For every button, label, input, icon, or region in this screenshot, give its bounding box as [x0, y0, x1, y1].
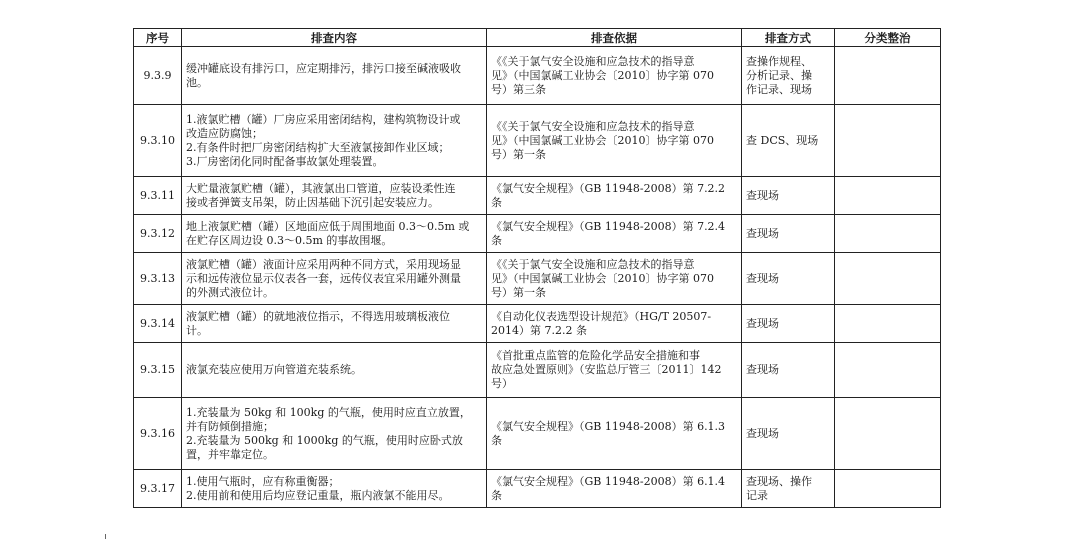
- header-rectify: 分类整治: [835, 29, 941, 47]
- header-basis: 排查依据: [487, 29, 742, 47]
- inspection-table: [133, 28, 941, 508]
- table-row: [134, 470, 941, 508]
- content-cell: 液氯充装应使用万向管道充装系统。: [182, 343, 487, 398]
- method-cell: 查现场: [742, 343, 835, 398]
- method-cell: 查现场、操作 记录: [742, 470, 835, 508]
- header-serial: 序号: [134, 29, 182, 47]
- serial-cell: 9.3.14: [134, 305, 182, 343]
- table-row: [134, 215, 941, 253]
- header-content: 排查内容: [182, 29, 487, 47]
- rectify-cell: [835, 398, 941, 470]
- method-cell: 查 DCS、现场: [742, 105, 835, 177]
- rectify-cell: [835, 105, 941, 177]
- basis-cell: 《《关于氯气安全设施和应急技术的指导意 见》（中国氯碱工业协会〔2010〕协字第 070 号）第一条: [487, 105, 742, 177]
- header-method: 排查方式: [742, 29, 835, 47]
- table-row: [134, 47, 941, 105]
- serial-cell: 9.3.9: [134, 47, 182, 105]
- method-cell: 查现场: [742, 305, 835, 343]
- basis-cell: 《氯气安全规程》（GB 11948-2008）第 6.1.4 条: [487, 470, 742, 508]
- basis-cell: 《自动化仪表选型设计规范》（HG/T 20507- 2014）第 7.2.2 条: [487, 305, 742, 343]
- serial-cell: 9.3.11: [134, 177, 182, 215]
- content-cell: 1.充装量为 50kg 和 100kg 的气瓶，使用时应直立放置， 并有防倾倒措施； 2.充装量为 500kg 和 1000kg 的气瓶，使用时应卧式放 置，并牢靠定位。: [182, 398, 487, 470]
- serial-cell: 9.3.15: [134, 343, 182, 398]
- table-row: [134, 398, 941, 470]
- rectify-cell: [835, 177, 941, 215]
- table-row: [134, 177, 941, 215]
- method-cell: 查现场: [742, 215, 835, 253]
- basis-cell: 《《关于氯气安全设施和应急技术的指导意 见》（中国氯碱工业协会〔2010〕协字第 070 号）第三条: [487, 47, 742, 105]
- serial-cell: 9.3.16: [134, 398, 182, 470]
- serial-cell: 9.3.13: [134, 253, 182, 305]
- method-cell: 查现场: [742, 398, 835, 470]
- table-row: [134, 253, 941, 305]
- content-cell: 液氯贮槽（罐）液面计应采用两种不同方式，采用现场显 示和远传液位显示仪表各一套，远传仪表宜采用罐外测量 的外测式液位计。: [182, 253, 487, 305]
- rectify-cell: [835, 305, 941, 343]
- content-cell: 地上液氯贮槽（罐）区地面应低于周围地面 0.3～0.5m 或 在贮存区周边设 0.3～0.5m 的事故围堰。: [182, 215, 487, 253]
- serial-cell: 9.3.12: [134, 215, 182, 253]
- serial-cell: 9.3.17: [134, 470, 182, 508]
- basis-cell: 《《关于氯气安全设施和应急技术的指导意 见》（中国氯碱工业协会〔2010〕协字第 070 号）第一条: [487, 253, 742, 305]
- table-row: [134, 105, 941, 177]
- header-row: [134, 29, 941, 47]
- basis-cell: 《首批重点监管的危险化学品安全措施和事 故应急处置原则》（安监总厅管三〔2011〕142 号）: [487, 343, 742, 398]
- table-row: [134, 343, 941, 398]
- method-cell: 查现场: [742, 253, 835, 305]
- content-cell: 1.液氯贮槽（罐）厂房应采用密闭结构，建构筑物设计或 改造应防腐蚀； 2.有条件时把厂房密闭结构扩大至液氯接卸作业区域； 3.厂房密闭化同时配备事故氯处理装置。: [182, 105, 487, 177]
- page-edge-mark: [105, 534, 106, 539]
- rectify-cell: [835, 470, 941, 508]
- content-cell: 缓冲罐底设有排污口，应定期排污，排污口接至碱液吸收 池。: [182, 47, 487, 105]
- rectify-cell: [835, 47, 941, 105]
- rectify-cell: [835, 215, 941, 253]
- rectify-cell: [835, 343, 941, 398]
- table-row: [134, 305, 941, 343]
- content-cell: 液氯贮槽（罐）的就地液位指示，不得选用玻璃板液位 计。: [182, 305, 487, 343]
- serial-cell: 9.3.10: [134, 105, 182, 177]
- method-cell: 查现场: [742, 177, 835, 215]
- basis-cell: 《氯气安全规程》（GB 11948-2008）第 7.2.2 条: [487, 177, 742, 215]
- basis-cell: 《氯气安全规程》（GB 11948-2008）第 7.2.4 条: [487, 215, 742, 253]
- basis-cell: 《氯气安全规程》（GB 11948-2008）第 6.1.3 条: [487, 398, 742, 470]
- rectify-cell: [835, 253, 941, 305]
- content-cell: 1.使用气瓶时，应有称重衡器； 2.使用前和使用后均应登记重量，瓶内液氯不能用尽。: [182, 470, 487, 508]
- content-cell: 大贮量液氯贮槽（罐），其液氯出口管道，应装设柔性连 接或者弹簧支吊架，防止因基础下沉引起安装应力。: [182, 177, 487, 215]
- method-cell: 查操作规程、 分析记录、操 作记录、现场: [742, 47, 835, 105]
